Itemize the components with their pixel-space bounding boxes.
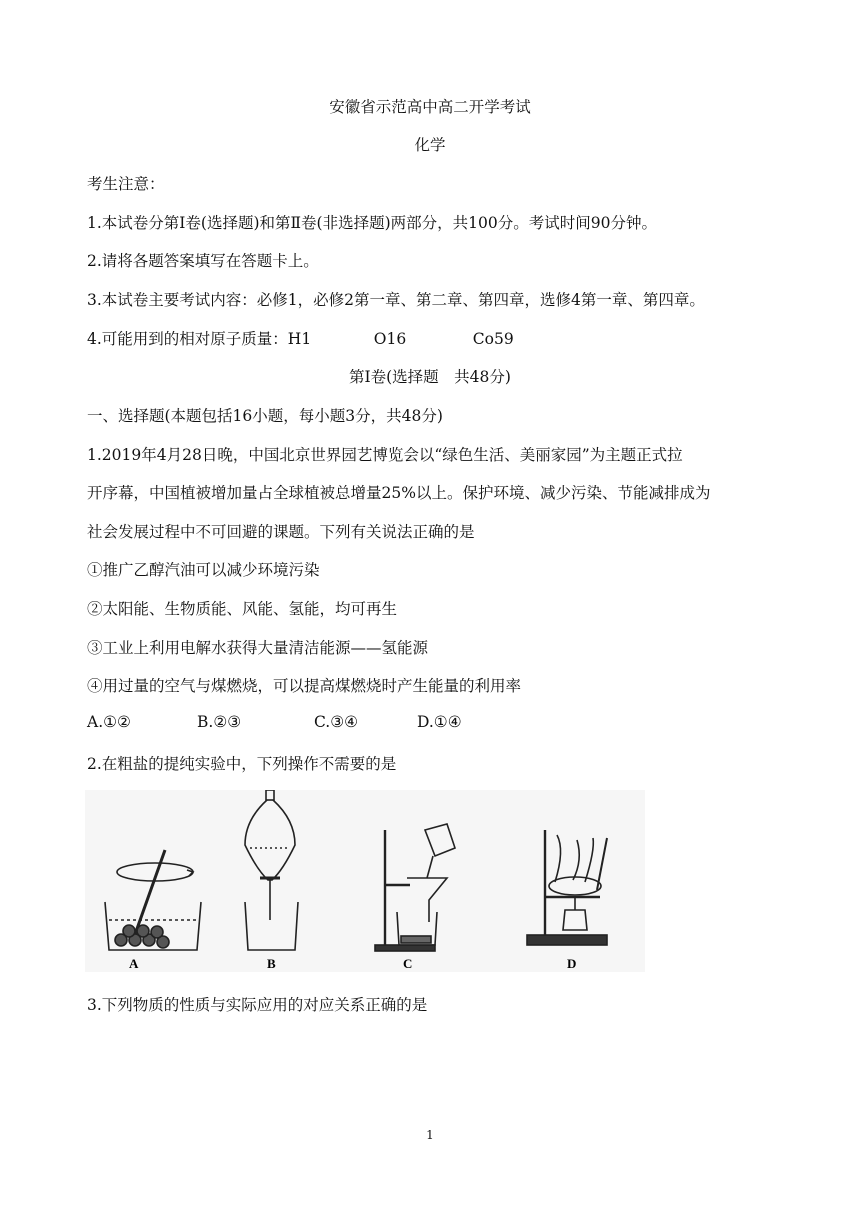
atomic-mass-line (87, 327, 514, 349)
notice-heading: 考生注意： (87, 175, 165, 193)
statement: ①推广乙醇汽油可以减少环境污染 (87, 561, 320, 579)
atomic-mass-o: O16 (373, 330, 407, 348)
statement: ④用过量的空气与煤燃烧，可以提高煤燃烧时产生能量的利用率 (87, 677, 522, 695)
section-title: 第Ⅰ卷(选择题 共48分) (349, 368, 511, 386)
question-3-stem: 3.下列物质的性质与实际应用的对应关系正确的是 (87, 996, 428, 1014)
question-1-options (87, 713, 462, 731)
figure-label-d: D (567, 956, 577, 971)
question-1-line: 社会发展过程中不可回避的课题。下列有关说法正确的是 (87, 523, 475, 541)
notice-item: 3.本试卷主要考试内容：必修1，必修2第一章、第二章、第四章，选修4第一章、第四章。 (87, 291, 705, 309)
question-1-line: 1.2019年4月28日晚，中国北京世界园艺博览会以“绿色生活、美丽家园”为主题正式拉 (87, 446, 683, 464)
apparatus-figure (85, 790, 645, 972)
atomic-mass-label: 4.可能用到的相对原子质量： (87, 330, 288, 348)
statement: ③工业上利用电解水获得大量清洁能源——氢能源 (87, 639, 429, 657)
option-d: D.①④ (417, 713, 462, 731)
atomic-mass-h: H1 (287, 330, 312, 348)
subject-title: 化学 (414, 136, 446, 154)
statement: ②太阳能、生物质能、风能、氢能，均可再生 (87, 600, 398, 618)
page-number: 1 (426, 1128, 434, 1142)
option-c: C.③④ (314, 713, 359, 731)
notice-item: 1.本试卷分第Ⅰ卷(选择题)和第Ⅱ卷(非选择题)两部分，共100分。考试时间90分钟。 (87, 214, 657, 232)
option-a: A.①② (87, 713, 131, 731)
atomic-mass-co: Co59 (472, 330, 514, 348)
option-b: B.②③ (197, 713, 242, 731)
exam-title: 安徽省示范高中高二开学考试 (329, 98, 531, 116)
section-heading: 一、选择题(本题包括16小题，每小题3分，共48分) (87, 407, 443, 425)
figure-label-b: B (267, 956, 276, 971)
figure-label-a: A (129, 956, 139, 971)
question-1-line: 开序幕，中国植被增加量占全球植被总增量25%以上。保护环境、减少污染、节能减排成为 (87, 484, 711, 502)
question-2-stem: 2.在粗盐的提纯实验中，下列操作不需要的是 (87, 755, 397, 773)
notice-item: 2.请将各题答案填写在答题卡上。 (87, 252, 319, 270)
figure-label-c: C (403, 956, 413, 971)
